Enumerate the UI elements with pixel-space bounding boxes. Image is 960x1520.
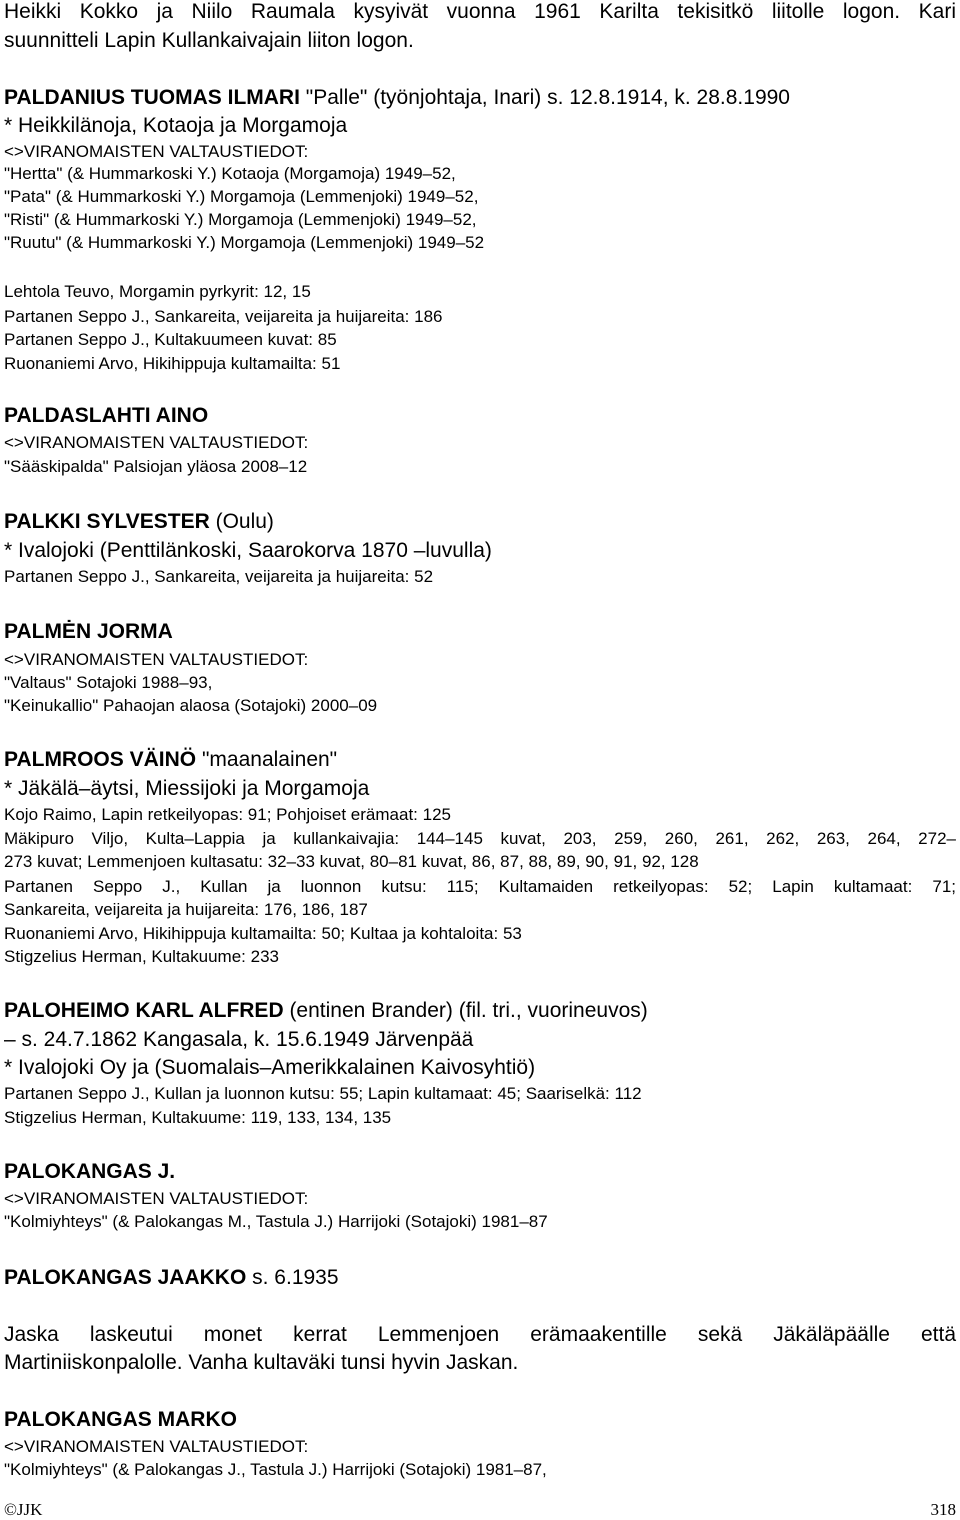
- text-line: [4, 852, 956, 872]
- text-line: [4, 1212, 956, 1232]
- entry-heading: [4, 1408, 956, 1432]
- text-line: [4, 354, 956, 374]
- line-text: Ruonaniemi Arvo, Hikihippuja kultamailta: 51: [4, 354, 341, 373]
- line-text: * Ivalojoki (Penttilänkoski, Saarokorva 1870 –luvulla): [4, 539, 492, 562]
- text-line: [4, 805, 956, 825]
- line-text: "Keinukallio" Pahaojan alaosa (Sotajoki) 2000–09: [4, 696, 378, 715]
- text-line: [4, 282, 956, 302]
- text-line: [4, 1323, 956, 1347]
- line-text: Jaska laskeutui monet kerrat Lemmenjoen erämaakentille sekä Jäkäläpäälle että: [4, 1323, 956, 1346]
- text-line: [4, 1351, 956, 1375]
- line-text: <>VIRANOMAISTEN VALTAUSTIEDOT:: [4, 142, 309, 161]
- line-text: "Kolmiyhteys" (& Palokangas M., Tastula J.) Harrijoki (Sotajoki) 1981–87: [4, 1212, 548, 1231]
- page-number: 318: [930, 1500, 956, 1519]
- text-line: [4, 457, 956, 477]
- text-line: [4, 164, 956, 184]
- text-line: [4, 1056, 956, 1080]
- entry-name: PALKKI SYLVESTER: [4, 510, 210, 533]
- text-line: [4, 1460, 956, 1480]
- line-text: (Oulu): [209, 510, 274, 533]
- line-text: Partanen Seppo J., Kullan ja luonnon kutsu: 115; Kultamaiden retkeilyopas: 52; Lapin kultamaat: 71;: [4, 877, 956, 896]
- line-text: – s. 24.7.1862 Kangasala, k. 15.6.1949 Järvenpää: [4, 1028, 474, 1051]
- line-text: Mäkipuro Viljo, Kulta–Lappia ja kullankaivajia: 144–145 kuvat, 203, 259, 260, 261, 262, 263, 264, 272–: [4, 829, 956, 848]
- text-line: [4, 1108, 956, 1128]
- entry-name: PALDANIUS TUOMAS ILMARI: [4, 86, 300, 109]
- line-text: <>VIRANOMAISTEN VALTAUSTIEDOT:: [4, 650, 309, 669]
- line-text: <>VIRANOMAISTEN VALTAUSTIEDOT:: [4, 1437, 309, 1456]
- entry-heading: [4, 510, 956, 534]
- line-text: 273 kuvat; Lemmenjoen kultasatu: 32–33 kuvat, 80–81 kuvat, 86, 87, 88, 89, 90, 91, 92, 128: [4, 852, 699, 871]
- footer-copyright: ©JJK: [4, 1500, 43, 1519]
- entry-name: PALOKANGAS J.: [4, 1160, 176, 1183]
- text-line: [4, 307, 956, 327]
- text-line: [4, 539, 956, 563]
- line-text: Martiniiskonpalolle. Vanha kultaväki tunsi hyvin Jaskan.: [4, 1351, 519, 1374]
- text-line: [4, 142, 956, 162]
- line-text: Stigzelius Herman, Kultakuume: 233: [4, 947, 279, 966]
- line-text: "Risti" (& Hummarkoski Y.) Morgamoja (Lemmenjoki) 1949–52,: [4, 210, 477, 229]
- entry-heading: [4, 1160, 956, 1184]
- entry-name: PALOHEIMO KARL ALFRED: [4, 999, 284, 1022]
- text-line: [4, 829, 956, 849]
- line-text: Partanen Seppo J., Kullan ja luonnon kutsu: 55; Lapin kultamaat: 45; Saariselkä: 112: [4, 1084, 642, 1103]
- line-text: * Heikkilänoja, Kotaoja ja Morgamoja: [4, 114, 348, 137]
- line-text: "Sääskipalda" Palsiojan yläosa 2008–12: [4, 457, 308, 476]
- text-line: [4, 877, 956, 897]
- line-text: Heikki Kokko ja Niilo Raumala kysyivät vuonna 1961 Karilta tekisitkö liitolle logon. Kari: [4, 0, 956, 23]
- line-text: <>VIRANOMAISTEN VALTAUSTIEDOT:: [4, 433, 309, 452]
- entry-name: PALMROOS VÄINÖ: [4, 748, 197, 771]
- line-text: Lehtola Teuvo, Morgamin pyrkyrit: 12, 15: [4, 282, 311, 301]
- line-text: "Palle" (työnjohtaja, Inari) s. 12.8.1914, k. 28.8.1990: [299, 86, 790, 109]
- line-text: Ruonaniemi Arvo, Hikihippuja kultamailta: 50; Kultaa ja kohtaloita: 53: [4, 924, 522, 943]
- line-text: s. 6.1935: [246, 1266, 339, 1289]
- text-line: [4, 1084, 956, 1104]
- text-line: [4, 924, 956, 944]
- entry-name: PALOKANGAS MARKO: [4, 1408, 237, 1431]
- text-line: [4, 1028, 956, 1052]
- line-text: (entinen Brander) (fil. tri., vuorineuvos): [283, 999, 648, 1022]
- entry-name: PALDASLAHTI AINO: [4, 404, 209, 427]
- line-text: * Ivalojoki Oy ja (Suomalais–Amerikkalainen Kaivosyhtiö): [4, 1056, 536, 1079]
- text-line: [4, 947, 956, 967]
- entry-name: PALMĖN JORMA: [4, 620, 173, 643]
- text-line: [4, 650, 956, 670]
- text-line: [4, 777, 956, 801]
- line-text: * Jäkälä–äytsi, Miessijoki ja Morgamoja: [4, 777, 370, 800]
- entry-name: PALOKANGAS JAAKKO: [4, 1266, 247, 1289]
- line-text: Kojo Raimo, Lapin retkeilyopas: 91; Pohjoiset erämaat: 125: [4, 805, 451, 824]
- line-text: Partanen Seppo J., Sankareita, veijareita ja huijareita: 186: [4, 307, 443, 326]
- line-text: "Kolmiyhteys" (& Palokangas J., Tastula J.) Harrijoki (Sotajoki) 1981–87,: [4, 1460, 547, 1479]
- text-line: [4, 1437, 956, 1457]
- text-line: [4, 696, 956, 716]
- entry-heading: [4, 86, 956, 110]
- line-text: Stigzelius Herman, Kultakuume: 119, 133, 134, 135: [4, 1108, 392, 1127]
- entry-heading: [4, 620, 956, 644]
- entry-heading: [4, 1266, 956, 1290]
- text-line: [4, 114, 956, 138]
- text-line: [4, 187, 956, 207]
- entry-heading: [4, 404, 956, 428]
- line-text: "Pata" (& Hummarkoski Y.) Morgamoja (Lemmenjoki) 1949–52,: [4, 187, 479, 206]
- text-line: [4, 673, 956, 693]
- line-text: "Ruutu" (& Hummarkoski Y.) Morgamoja (Lemmenjoki) 1949–52: [4, 233, 485, 252]
- line-text: "maanalainen": [196, 748, 338, 771]
- text-line: [4, 567, 956, 587]
- line-text: Partanen Seppo J., Sankareita, veijareita ja huijareita: 52: [4, 567, 434, 586]
- line-text: <>VIRANOMAISTEN VALTAUSTIEDOT:: [4, 1189, 309, 1208]
- text-line: [4, 233, 956, 253]
- line-text: "Valtaus" Sotajoki 1988–93,: [4, 673, 213, 692]
- line-text: suunnitteli Lapin Kullankaivajain liiton logon.: [4, 29, 414, 52]
- line-text: "Hertta" (& Hummarkoski Y.) Kotaoja (Morgamoja) 1949–52,: [4, 164, 456, 183]
- text-line: [4, 900, 956, 920]
- text-line: [4, 29, 956, 53]
- text-line: [4, 0, 956, 24]
- text-line: [4, 210, 956, 230]
- entry-heading: [4, 748, 956, 772]
- entry-heading: [4, 999, 956, 1023]
- text-line: [4, 1189, 956, 1209]
- line-text: Partanen Seppo J., Kultakuumeen kuvat: 85: [4, 330, 337, 349]
- text-line: [4, 433, 956, 453]
- text-line: [4, 330, 956, 350]
- line-text: Sankareita, veijareita ja huijareita: 176, 186, 187: [4, 900, 368, 919]
